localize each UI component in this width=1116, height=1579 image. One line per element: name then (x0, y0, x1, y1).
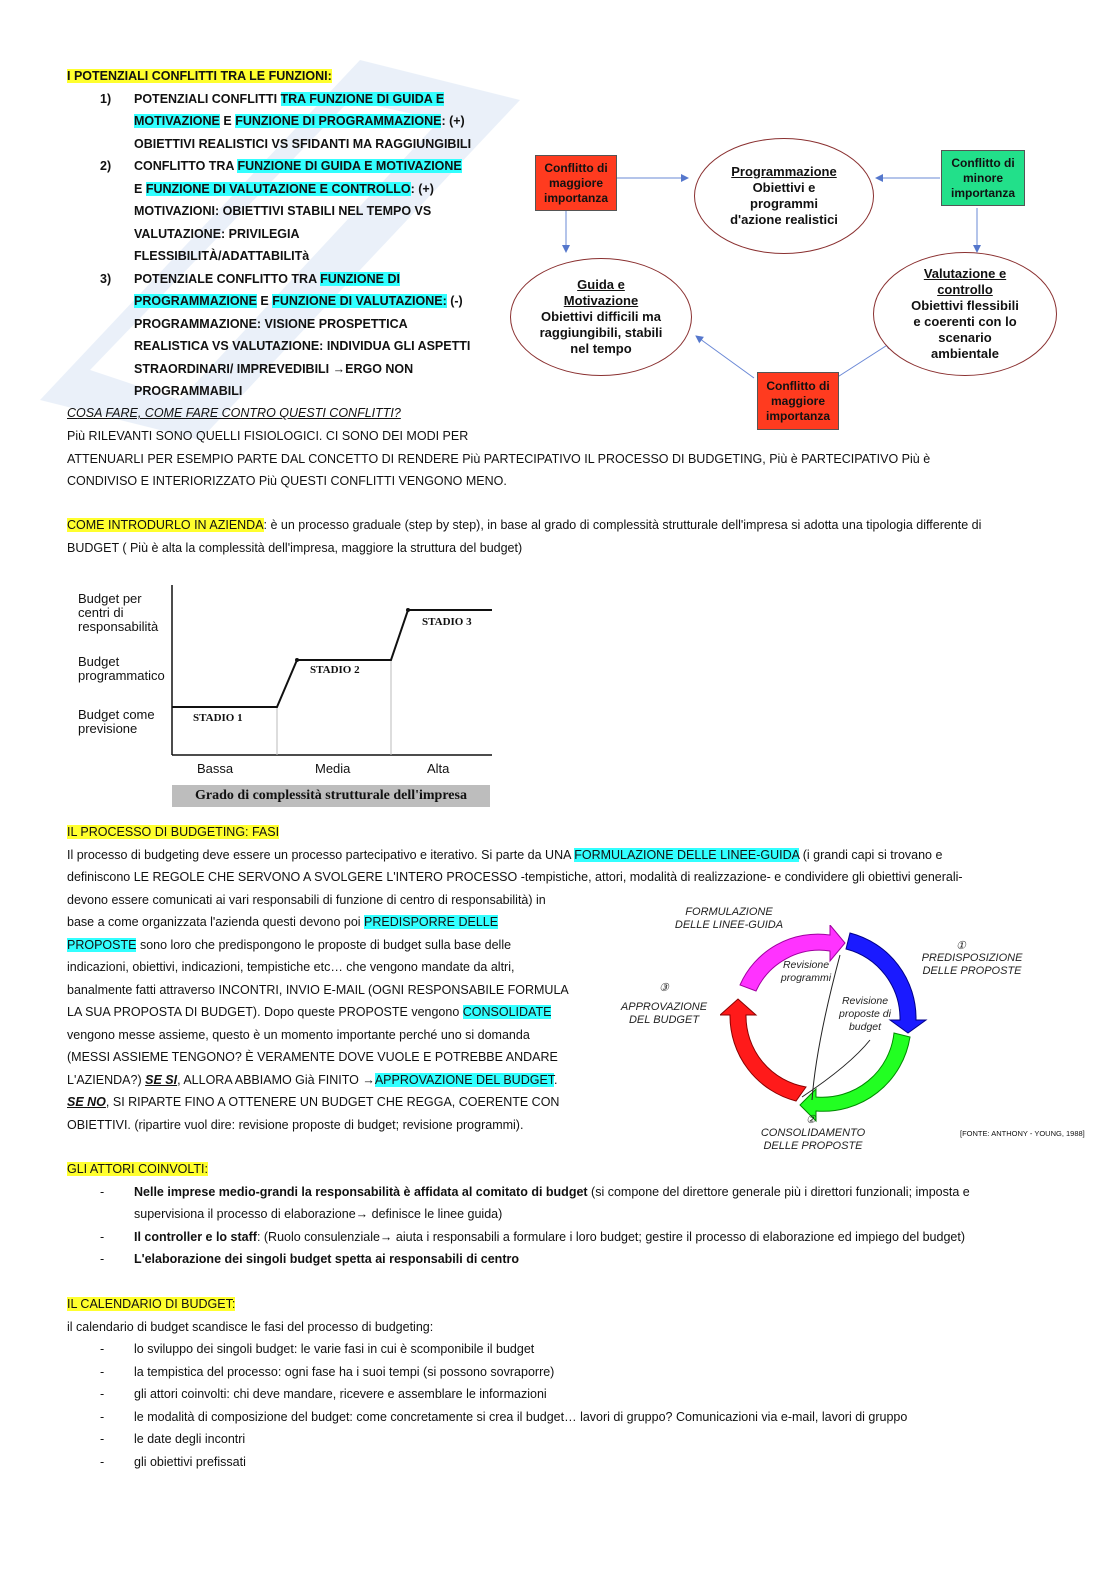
list-item: supervisiona il processo di elaborazione→ definisce le linee guida) (134, 1207, 503, 1221)
conflict-box-major: Conflitto di maggiore importanza (757, 372, 839, 430)
paragraph-line: definiscono LE REGOLE CHE SERVONO A SVOLGERE L'INTERO PROCESSO -tempistiche, attori, modalità di realizzazione- e condividere gli obiettivi generali- (67, 870, 963, 884)
stage-chart (67, 580, 507, 820)
step-number: ① (956, 940, 966, 952)
paragraph-line: vengono messe assieme, questo è un momento importante perché uno si domanda (67, 1028, 530, 1042)
list-item: MOTIVAZIONE E FUNZIONE DI PROGRAMMAZIONE: (+) (134, 114, 465, 128)
stage-point (406, 608, 410, 612)
ellipse-programmazione (694, 138, 874, 254)
list-number: 2) (100, 159, 112, 173)
label-revisione-proposte: Revisione proposte di budget (839, 995, 891, 1033)
y-label: Budget programmatico (78, 654, 165, 683)
bullet: - (100, 1432, 105, 1446)
conflict-box-major: Conflitto di maggiore importanza (535, 155, 617, 211)
ellipse-valutazione-controllo (873, 252, 1057, 376)
stage-label: STADIO 2 (310, 664, 360, 676)
step-number: ③ (659, 982, 669, 994)
step-number: ② (806, 1114, 816, 1126)
stage-label: STADIO 3 (422, 616, 472, 628)
ellipse-body: Obiettivi flessibili e coerenti con lo scenario ambientale (911, 298, 1019, 361)
x-label: Alta (427, 761, 450, 776)
ellipse-title: Valutazione e controllo (923, 266, 1007, 297)
label-revisione-programmi: Revisione programmi (780, 959, 832, 984)
list-item: le date degli incontri (134, 1432, 246, 1446)
x-label: Media (315, 761, 351, 776)
list-item: FLESSIBILITÀ/ADATTABILITà (134, 249, 310, 263)
section-heading-attori: GLI ATTORI COINVOLTI: (67, 1162, 208, 1176)
paragraph-line: SE NO, SI RIPARTE FINO A OTTENERE UN BUDGET CHE REGGA, COERENTE CON (67, 1095, 560, 1109)
section-heading-conflicts: I POTENZIALI CONFLITTI TRA LE FUNZIONI: (67, 69, 332, 83)
list-item: POTENZIALI CONFLITTI TRA FUNZIONE DI GUIDA E (134, 92, 445, 106)
paragraph-line: il calendario di budget scandisce le fasi del processo di budgeting: (67, 1320, 434, 1334)
x-label: Bassa (197, 761, 234, 776)
ellipse-body: Obiettivi e programmi d'azione realistici (730, 180, 838, 227)
stage-point (295, 658, 299, 662)
question-text: COSA FARE, COME FARE CONTRO QUESTI CONFLITTI? (67, 406, 401, 420)
list-item: REALISTICA VS VALUTAZIONE: INDIVIDUA GLI ASPETTI (134, 339, 471, 353)
list-number: 1) (100, 92, 112, 106)
label-consolidamento: CONSOLIDAMENTO DELLE PROPOSTE (760, 1127, 866, 1152)
ellipse-body: Obiettivi difficili ma raggiungibili, stabili nel tempo (539, 309, 663, 356)
source-note: [FONTE: ANTHONY - YOUNG, 1988] (960, 1129, 1085, 1138)
list-item: le modalità di composizione del budget: come concretamente si crea il budget… lavori di gruppo? Comunicazioni via e-mail, lavori di gruppo (134, 1410, 908, 1424)
list-item: PROGRAMMAZIONE E FUNZIONE DI VALUTAZIONE: (-) (134, 294, 463, 308)
conflict-box-minor: Conflitto di minore importanza (941, 150, 1025, 206)
list-item: gli attori coinvolti: chi deve mandare, ricevere e assemblare le informazioni (134, 1387, 547, 1401)
ellipse-title: Guida e Motivazione (563, 277, 639, 308)
list-item: VALUTAZIONE: PRIVILEGIA (134, 227, 300, 241)
paragraph-line: indicazioni, obiettivi, indicazioni, tempistiche etc… che vengono mandate da altri, (67, 960, 515, 974)
bullet: - (100, 1387, 105, 1401)
paragraph-line: devono essere comunicati ai vari responsabili di funzione di centro di responsabilità) in (67, 893, 546, 907)
bullet: - (100, 1365, 105, 1379)
list-item: L'elaborazione dei singoli budget spetta ai responsabili di centro (134, 1252, 519, 1266)
list-item: lo sviluppo dei singoli budget: le varie fasi in cui è scomponibile il budget (134, 1342, 535, 1356)
bullet: - (100, 1230, 105, 1244)
paragraph-line: COME INTRODURLO IN AZIENDA: è un processo graduale (step by step), in base al grado di complessità strutturale dell'impresa si adotta una tipologia differente di (67, 518, 982, 532)
y-label: Budget per centri di responsabilità (78, 591, 159, 634)
paragraph-line: Il processo di budgeting deve essere un processo partecipativo e iterativo. Si parte da UNA FORMULAZIONE DELLE LINEE-GUIDA (i grandi capi si trovano e (67, 848, 943, 862)
list-number: 3) (100, 272, 112, 286)
paragraph-line: ATTENUARLI PER ESEMPIO PARTE DAL CONCETTO DI RENDERE Più PARTECIPATIVO IL PROCESSO DI BUDGETING, Più è PARTECIPATIVO Più è (67, 452, 931, 466)
label-approvazione: APPROVAZIONE DEL BUDGET (620, 1001, 708, 1026)
chart-caption: Grado di complessità strutturale dell'impresa (172, 785, 490, 807)
bullet: - (100, 1455, 105, 1469)
bullet: - (100, 1185, 105, 1199)
paragraph-line: BUDGET ( Più è alta la complessità dell'impresa, maggiore la struttura del budget) (67, 541, 523, 555)
bullet: - (100, 1342, 105, 1356)
paragraph-line: LA SUA PROPOSTA DI BUDGET). Dopo queste PROPOSTE vengono CONSOLIDATE (67, 1005, 552, 1019)
y-label: Budget come previsione (78, 707, 155, 736)
section-heading-calendario: IL CALENDARIO DI BUDGET: (67, 1297, 236, 1311)
section-heading-process: IL PROCESSO DI BUDGETING: FASI (67, 825, 280, 839)
paragraph-line: base a come organizzata l'azienda questi devono poi PREDISPORRE DELLE (67, 915, 499, 929)
ellipse-title: Programmazione (731, 164, 837, 179)
list-item: la tempistica del processo: ogni fase ha i suoi tempi (si possono sovraporre) (134, 1365, 555, 1379)
paragraph-line: PROPOSTE sono loro che predispongono le proposte di budget sulla base delle (67, 938, 512, 952)
paragraph-line: Più RILEVANTI SONO QUELLI FISIOLOGICI. CI SONO DEI MODI PER (67, 429, 469, 443)
list-item: OBIETTIVI REALISTICI VS SFIDANTI MA RAGGIUNGIBILI (134, 137, 472, 151)
arc-green (800, 1033, 910, 1121)
list-item: POTENZIALE CONFLITTO TRA FUNZIONE DI (134, 272, 400, 286)
list-item: PROGRAMMAZIONE: VISIONE PROSPETTICA (134, 317, 408, 331)
list-item: E FUNZIONE DI VALUTAZIONE E CONTROLLO: (+) (134, 182, 434, 196)
paragraph-line: OBIETTIVI. (ripartire vuol dire: revisione proposte di budget; revisione programmi). (67, 1118, 524, 1132)
arc-red (720, 999, 806, 1101)
paragraph-line: L'AZIENDA?) SE SI, ALLORA ABBIAMO Già FINITO →APPROVAZIONE DEL BUDGET. (67, 1073, 558, 1087)
paragraph-line: (MESSI ASSIEME TENGONO? È VERAMENTE DOVE VUOLE E POTREBBE ANDARE (67, 1050, 558, 1064)
label-formulazione: FORMULAZIONE DELLE LINEE-GUIDA (674, 906, 784, 931)
paragraph-line: banalmente fatti attraverso INCONTRI, INVIO E-MAIL (OGNI RESPONSABILE FORMULA (67, 983, 569, 997)
stage-label: STADIO 1 (193, 712, 243, 724)
list-item: Il controller e lo staff: (Ruolo consulenziale→ aiuta i responsabili a formulare i loro budget; gestire il processo di elaborazione ed impiego del budget) (134, 1230, 965, 1244)
list-item: gli obiettivi prefissati (134, 1455, 246, 1469)
paragraph-line: CONDIVISO E INTERIORIZZATO Più QUESTI CONFLITTI VENGONO MENO. (67, 474, 507, 488)
list-item: STRAORDINARI/ IMPREVEDIBILI →ERGO NON (134, 362, 414, 376)
list-item: CONFLITTO TRA FUNZIONE DI GUIDA E MOTIVAZIONE (134, 159, 462, 173)
list-item: Nelle imprese medio-grandi la responsabilità è affidata al comitato di budget (si compone del direttore generale più i direttori funzionali; imposta e (134, 1185, 970, 1199)
bullet: - (100, 1252, 105, 1266)
budget-cycle-diagram (720, 925, 930, 1125)
list-item: MOTIVAZIONI: OBIETTIVI STABILI NEL TEMPO VS (134, 204, 432, 218)
ellipse-guida-motivazione (510, 258, 692, 376)
label-predisposizione: PREDISPOSIZIONE DELLE PROPOSTE (921, 952, 1023, 977)
list-item: PROGRAMMABILI (134, 384, 243, 398)
bullet: - (100, 1410, 105, 1424)
